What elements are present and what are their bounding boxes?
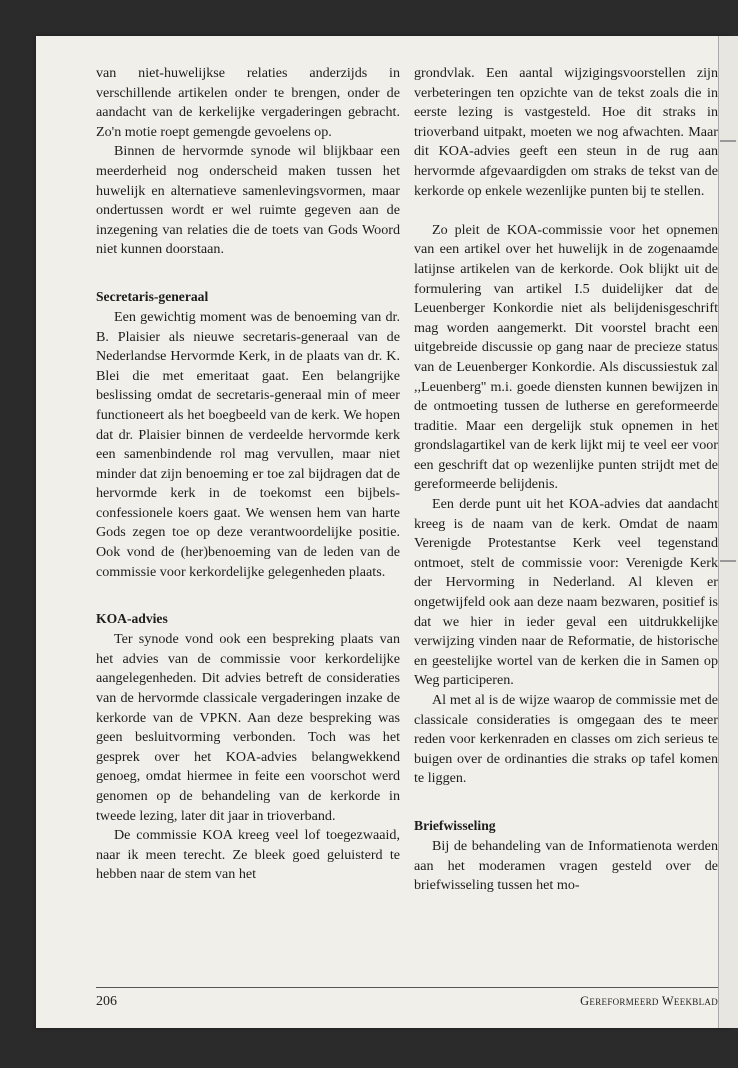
paragraph: Ter synode vond ook een bespreking plaats van het advies van de commissie voor kerkordelijke aangelegenheden. Dit advies betreft de consideraties van de hervormde classicale vergaderingen inzake de kerkorde van de VPKN. Aan deze bespreking was geen besluitvorming verbonden. Toch was het gesprek over het KOA-advies belangwekkend genoeg, omdat hiermee in feite een voorschot werd genomen op de behandeling van de kerkorde in tweede lezing, later dit jaar in trioverband. (96, 631, 400, 824)
section-heading: KOA-advies (96, 611, 168, 627)
paragraph: Een derde punt uit het KOA-advies dat aandacht kreeg is de naam van de kerk. Omdat de naam Verenigde Protestantse Kerk veel tegenstand ontmoet, stelt de commissie voor: Verenigde Kerk der Hervorming in Nederland. Al kleven er ongetwijfeld ook aan deze naam bezwaren, positief is dat we hier in ieder geval een uitdrukkelijke verwijzing vinden naar de Reformatie, de historische en geestelijke wortel van de kerken die in Samen op Weg participeren. (414, 496, 718, 689)
running-head: Gereformeerd Weekblad (580, 994, 718, 1008)
edge-mark (720, 140, 736, 142)
adjacent-page-edge (718, 36, 738, 1028)
edge-mark (720, 560, 736, 562)
right-column (414, 64, 718, 896)
paragraph: van niet-huwelijkse relaties anderzijds in verschillende artikelen onder te brengen, onder de aandacht van de kerkelijke vergaderingen gebracht. Zo'n motie roept gemengde gevoelens op. (96, 65, 400, 140)
paragraph: Zo pleit de KOA-commissie voor het opnemen van een artikel over het huwelijk in de zogenaamde latijnse artikelen van de kerkorde. Ook blijkt uit de formulering van artikel I.5 duidelijker dat de Leuenberger Konkordie niet als belijdenisgeschrift mag worden aangemerkt. Dit voorstel bracht een uitgebreide discussie op gang naar de precieze status van de Leuenberger Konkordie. Als discussiestuk zal ,,Leuenberg'' m.i. goede diensten kunnen bewijzen in de ontmoeting tussen de lutherse en gereformeerde traditie. Maar een dergelijk stuk opnemen in het grondslagartikel van de kerk lijkt mij te veel eer voor een geschrift dat op wezenlijke punten strijdt met de gereformeerde belijdenis. (414, 221, 718, 493)
paragraph: Een gewichtig moment was de benoeming van dr. B. Plaisier als nieuwe secretaris-generaal van de Nederlandse Hervormde Kerk, in de plaats van dr. K. Blei die met emeritaat gaat. Een belangrijke beslissing omdat de secretaris-generaal min of meer functioneert als het boegbeeld van de kerk. We hopen dat dr. Plaisier binnen de verdeelde hervormde kerk een samenbindende rol mag vervullen, maar niet minder dat zijn benoeming er toe zal bijdragen dat de hervormde kerk in de toekomst een bijbels-confessionele koers gaat. We wensen hem van harte Gods zegen toe op deze verantwoordelijke positie. Ook vond de (her)benoeming van de leden van de commissie voor kerkordelijke gelegenheden plaats. (96, 308, 400, 580)
paragraph: De commissie KOA kreeg veel lof toegezwaaid, naar ik meen terecht. Ze bleek goed geluisterd te hebben naar de stem van het (96, 827, 400, 883)
page-number: 206 (96, 994, 117, 1009)
paragraph: Al met al is de wijze waarop de commissie met de classicale consideraties is omgegaan des te meer reden voor kerkenraden en classes om zich serieus te buigen over de ordinanties die straks op tafel komen te liggen. (414, 692, 718, 787)
left-column (96, 64, 400, 885)
section-heading: Briefwisseling (414, 817, 496, 833)
paragraph: Binnen de hervormde synode wil blijkbaar een meerderheid nog onderscheid maken tussen het huwelijk en alternatieve samenlevingsvormen, maar ondertussen wordt er wel ruimte gegeven aan de inzegening van relaties die de toets van Gods Woord niet kunnen doorstaan. (96, 143, 400, 258)
paragraph: grondvlak. Een aantal wijzigingsvoorstellen zijn verbeteringen ten opzichte van de tekst zoals die in eerste lezing is vastgesteld. Hoe dit straks in trioverband uitpakt, moeten we nog afwachten. Maar dit KOA-advies geeft een steun in de rug aan hervormde afgevaardigden om straks de tekst van de kerkorde op enkele wezenlijke punten bij te stellen. (414, 65, 718, 199)
paragraph: Bij de behandeling van de Informatienota werden aan het moderamen vragen gesteld over de briefwisseling tussen het mo- (414, 837, 718, 894)
section-heading: Secretaris-generaal (96, 288, 209, 304)
footer-rule (96, 987, 718, 988)
